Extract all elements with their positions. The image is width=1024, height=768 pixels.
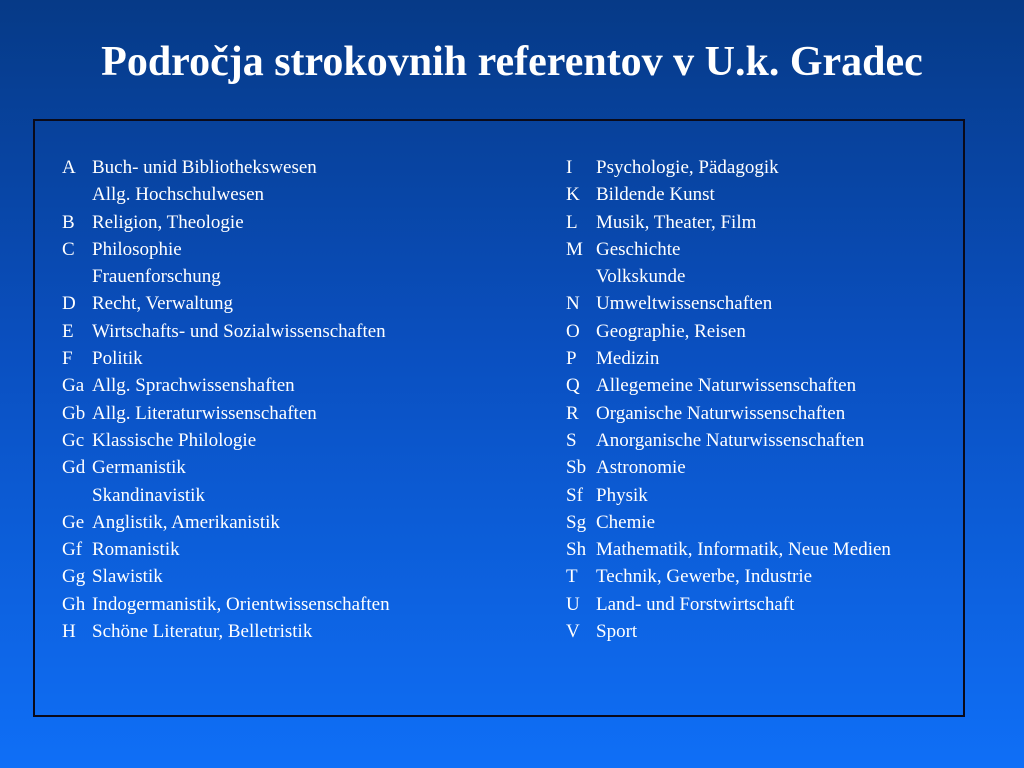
- subject-label: Physik: [596, 484, 648, 506]
- subject-label: Recht, Verwaltung: [92, 293, 234, 315]
- subject-code: Sb: [566, 457, 587, 479]
- subject-code: O: [566, 320, 580, 342]
- subject-row: [62, 181, 390, 208]
- subject-code: Sg: [566, 511, 587, 533]
- subject-label: Skandinavistik: [92, 484, 205, 506]
- subject-row: [566, 318, 891, 345]
- subject-row: [566, 263, 891, 290]
- subject-code: I: [566, 157, 573, 178]
- subject-label: Technik, Gewerbe, Industrie: [596, 566, 813, 588]
- subject-label: Romanistik: [92, 539, 180, 561]
- subject-label: Umweltwissenschaften: [596, 293, 773, 315]
- subject-label: Sport: [596, 621, 638, 643]
- subject-row: [62, 236, 390, 263]
- subject-code: Gf: [62, 539, 83, 561]
- subject-label: Astronomie: [596, 457, 686, 479]
- subject-row: [566, 536, 891, 563]
- subject-row: [566, 427, 891, 454]
- subject-code: Gg: [62, 566, 86, 588]
- subject-label: Organische Naturwissenschaften: [596, 402, 846, 424]
- subject-code: P: [566, 348, 577, 370]
- subject-code: Sh: [566, 539, 587, 561]
- subject-row: [566, 372, 891, 399]
- subject-row: [566, 618, 891, 645]
- subject-row: [566, 181, 891, 208]
- subject-row: [566, 454, 891, 481]
- subject-code: N: [566, 293, 580, 315]
- subject-code: Q: [566, 375, 580, 397]
- subject-code: D: [62, 293, 76, 315]
- subject-row: [62, 154, 390, 181]
- subject-code: M: [566, 238, 583, 260]
- subject-row: [62, 209, 390, 236]
- subject-code: Sf: [566, 484, 583, 506]
- subject-code: Ge: [62, 511, 85, 533]
- subject-code: E: [62, 320, 74, 342]
- subject-code: L: [566, 211, 578, 233]
- subject-label: Mathematik, Informatik, Neue Medien: [596, 539, 891, 561]
- subject-code: U: [566, 593, 580, 615]
- subject-label: Medizin: [596, 348, 660, 370]
- subject-row: [62, 400, 390, 427]
- subject-code: C: [62, 238, 75, 260]
- subject-label: Psychologie, Pädagogik: [596, 157, 779, 178]
- subject-row: [566, 591, 891, 618]
- subject-label: Allegemeine Naturwissenschaften: [596, 375, 857, 397]
- subject-label: Slawistik: [92, 566, 163, 588]
- subject-row: [566, 209, 891, 236]
- content-panel: [33, 119, 965, 717]
- subject-label: Anorganische Naturwissenschaften: [596, 429, 865, 451]
- subject-label: Religion, Theologie: [92, 211, 244, 233]
- subject-label: Schöne Literatur, Belletristik: [92, 621, 313, 643]
- subject-row: [62, 263, 390, 290]
- subject-row: [62, 372, 390, 399]
- subject-row: [62, 509, 390, 536]
- subject-label: Land- und Forstwirtschaft: [596, 593, 795, 615]
- subject-row: [566, 236, 891, 263]
- subject-label: Anglistik, Amerikanistik: [92, 511, 280, 533]
- subject-row: [62, 345, 390, 372]
- subject-code: Gc: [62, 429, 85, 451]
- subject-code: B: [62, 211, 75, 233]
- subject-label: Allg. Hochschulwesen: [92, 184, 265, 206]
- subject-row: [566, 400, 891, 427]
- subject-label: Germanistik: [92, 457, 186, 479]
- subject-code: Gh: [62, 593, 86, 615]
- subject-label: Geschichte: [596, 238, 681, 260]
- subject-row: [62, 454, 390, 481]
- left-subject-list: [62, 154, 390, 645]
- subject-row: [62, 290, 390, 317]
- subject-row: [62, 591, 390, 618]
- subject-label: Geographie, Reisen: [596, 320, 746, 342]
- subject-label: Politik: [92, 348, 143, 370]
- subject-label: Bildende Kunst: [596, 184, 715, 206]
- subject-code: F: [62, 348, 73, 370]
- subject-label: Volkskunde: [596, 266, 686, 288]
- subject-code: T: [566, 566, 578, 588]
- subject-label: Philosophie: [92, 238, 182, 260]
- subject-label: Allg. Sprachwissenshaften: [92, 375, 295, 397]
- subject-code: A: [62, 157, 76, 178]
- subject-row: [62, 618, 390, 645]
- subject-code: K: [566, 184, 580, 206]
- subject-row: [566, 290, 891, 317]
- subject-row: [566, 509, 891, 536]
- subject-label: Klassische Philologie: [92, 429, 257, 451]
- subject-label: Chemie: [596, 511, 656, 533]
- subject-label: Buch- unid Bibliothekswesen: [92, 157, 317, 178]
- subject-row: [62, 536, 390, 563]
- subject-code: R: [566, 402, 579, 424]
- subject-code: V: [566, 621, 580, 643]
- subject-row: [566, 345, 891, 372]
- subject-code: Gb: [62, 402, 86, 424]
- subject-label: Allg. Literaturwissenschaften: [92, 402, 317, 424]
- subject-row: [566, 482, 891, 509]
- right-subject-list: [566, 154, 891, 645]
- subject-code: Gd: [62, 457, 86, 479]
- subject-row: [566, 154, 891, 181]
- subject-row: [62, 482, 390, 509]
- subject-row: [62, 427, 390, 454]
- subject-label: Indogermanistik, Orientwissenschaften: [92, 593, 390, 615]
- subject-code: H: [62, 621, 76, 643]
- slide-title: Področja strokovnih referentov v U.k. Gradec: [101, 39, 923, 85]
- subject-row: [566, 563, 891, 590]
- subject-row: [62, 563, 390, 590]
- subject-row: [62, 318, 390, 345]
- subject-label: Wirtschafts- und Sozialwissenschaften: [92, 320, 386, 342]
- subject-label: Musik, Theater, Film: [596, 211, 757, 233]
- subject-code: Ga: [62, 375, 85, 397]
- subject-code: S: [566, 429, 577, 451]
- subject-label: Frauenforschung: [92, 266, 221, 288]
